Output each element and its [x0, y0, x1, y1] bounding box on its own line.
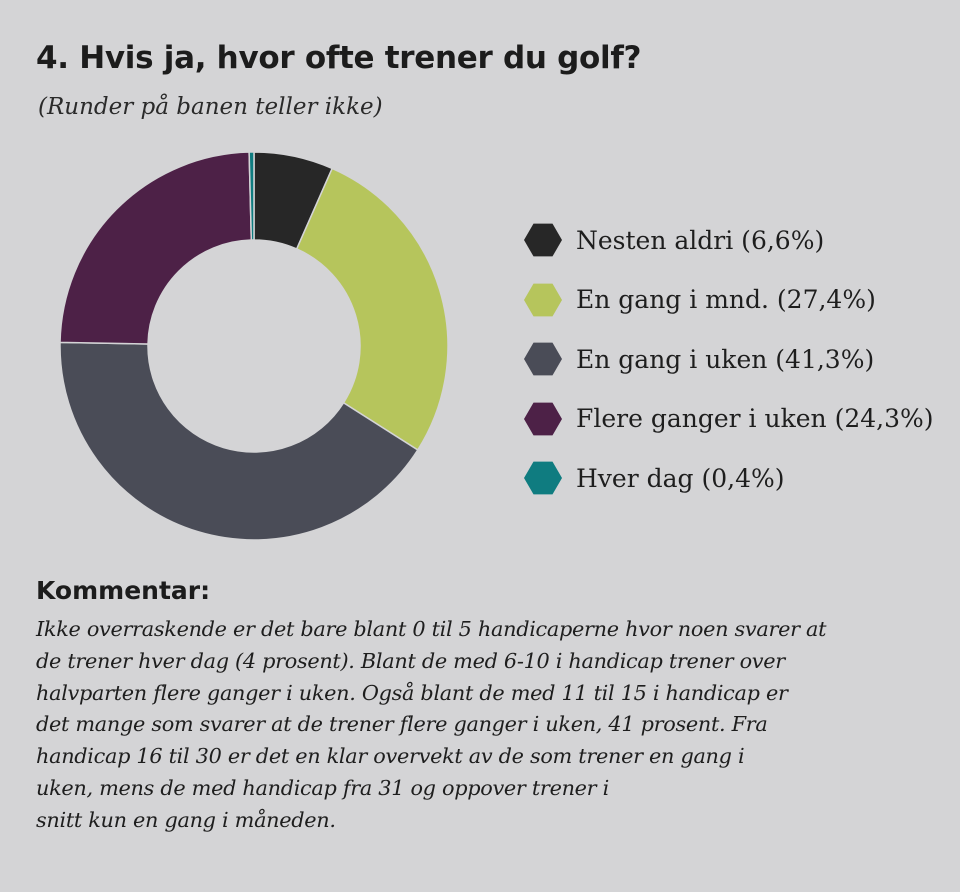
comment-line: uken, mens de med handicap fra 31 og oppover trener i	[36, 775, 609, 800]
legend-label: En gang i uken (41,3%)	[576, 344, 875, 374]
hexagon-marker-icon	[524, 341, 562, 377]
legend-item	[524, 460, 934, 496]
legend-label: Nesten aldri (6,6%)	[576, 225, 825, 255]
comment-line: snitt kun en gang i måneden.	[36, 807, 336, 832]
hexagon-marker-icon	[524, 222, 562, 258]
legend-label: En gang i mnd. (27,4%)	[576, 285, 876, 314]
comment-heading: Kommentar:	[36, 576, 211, 605]
comment-line: de trener hver dag (4 prosent). Blant de med 6-10 i handicap trener over	[36, 648, 785, 673]
chart-subtitle: (Runder på banen teller ikke)	[38, 94, 383, 120]
comment-line: halvparten flere ganger i uken. Også blant de med 11 til 15 i handicap er	[36, 680, 788, 705]
chart-title: 4. Hvis ja, hvor ofte trener du golf?	[36, 40, 642, 76]
donut-slice-2	[297, 168, 448, 450]
donut-chart	[40, 140, 464, 552]
legend-label: Hver dag (0,4%)	[576, 463, 785, 493]
chart-legend	[524, 222, 934, 520]
hexagon-marker-icon	[524, 460, 562, 496]
legend-item	[524, 341, 934, 377]
hexagon-marker-icon	[524, 401, 562, 437]
comment-body	[36, 614, 940, 837]
comment-line: handicap 16 til 30 er det en klar overvekt av de som trener en gang i	[36, 744, 745, 769]
comment-line: det mange som svarer at de trener flere ganger i uken, 41 prosent. Fra	[36, 712, 768, 737]
donut-slice-4	[60, 152, 251, 344]
legend-item	[524, 401, 934, 437]
comment-line: Ikke overraskende er det bare blant 0 til 5 handicaperne hvor noen svarer at	[36, 617, 827, 641]
hexagon-marker-icon	[524, 282, 562, 318]
legend-item	[524, 282, 934, 318]
legend-label: Flere ganger i uken (24,3%)	[576, 404, 934, 433]
legend-item	[524, 222, 934, 258]
